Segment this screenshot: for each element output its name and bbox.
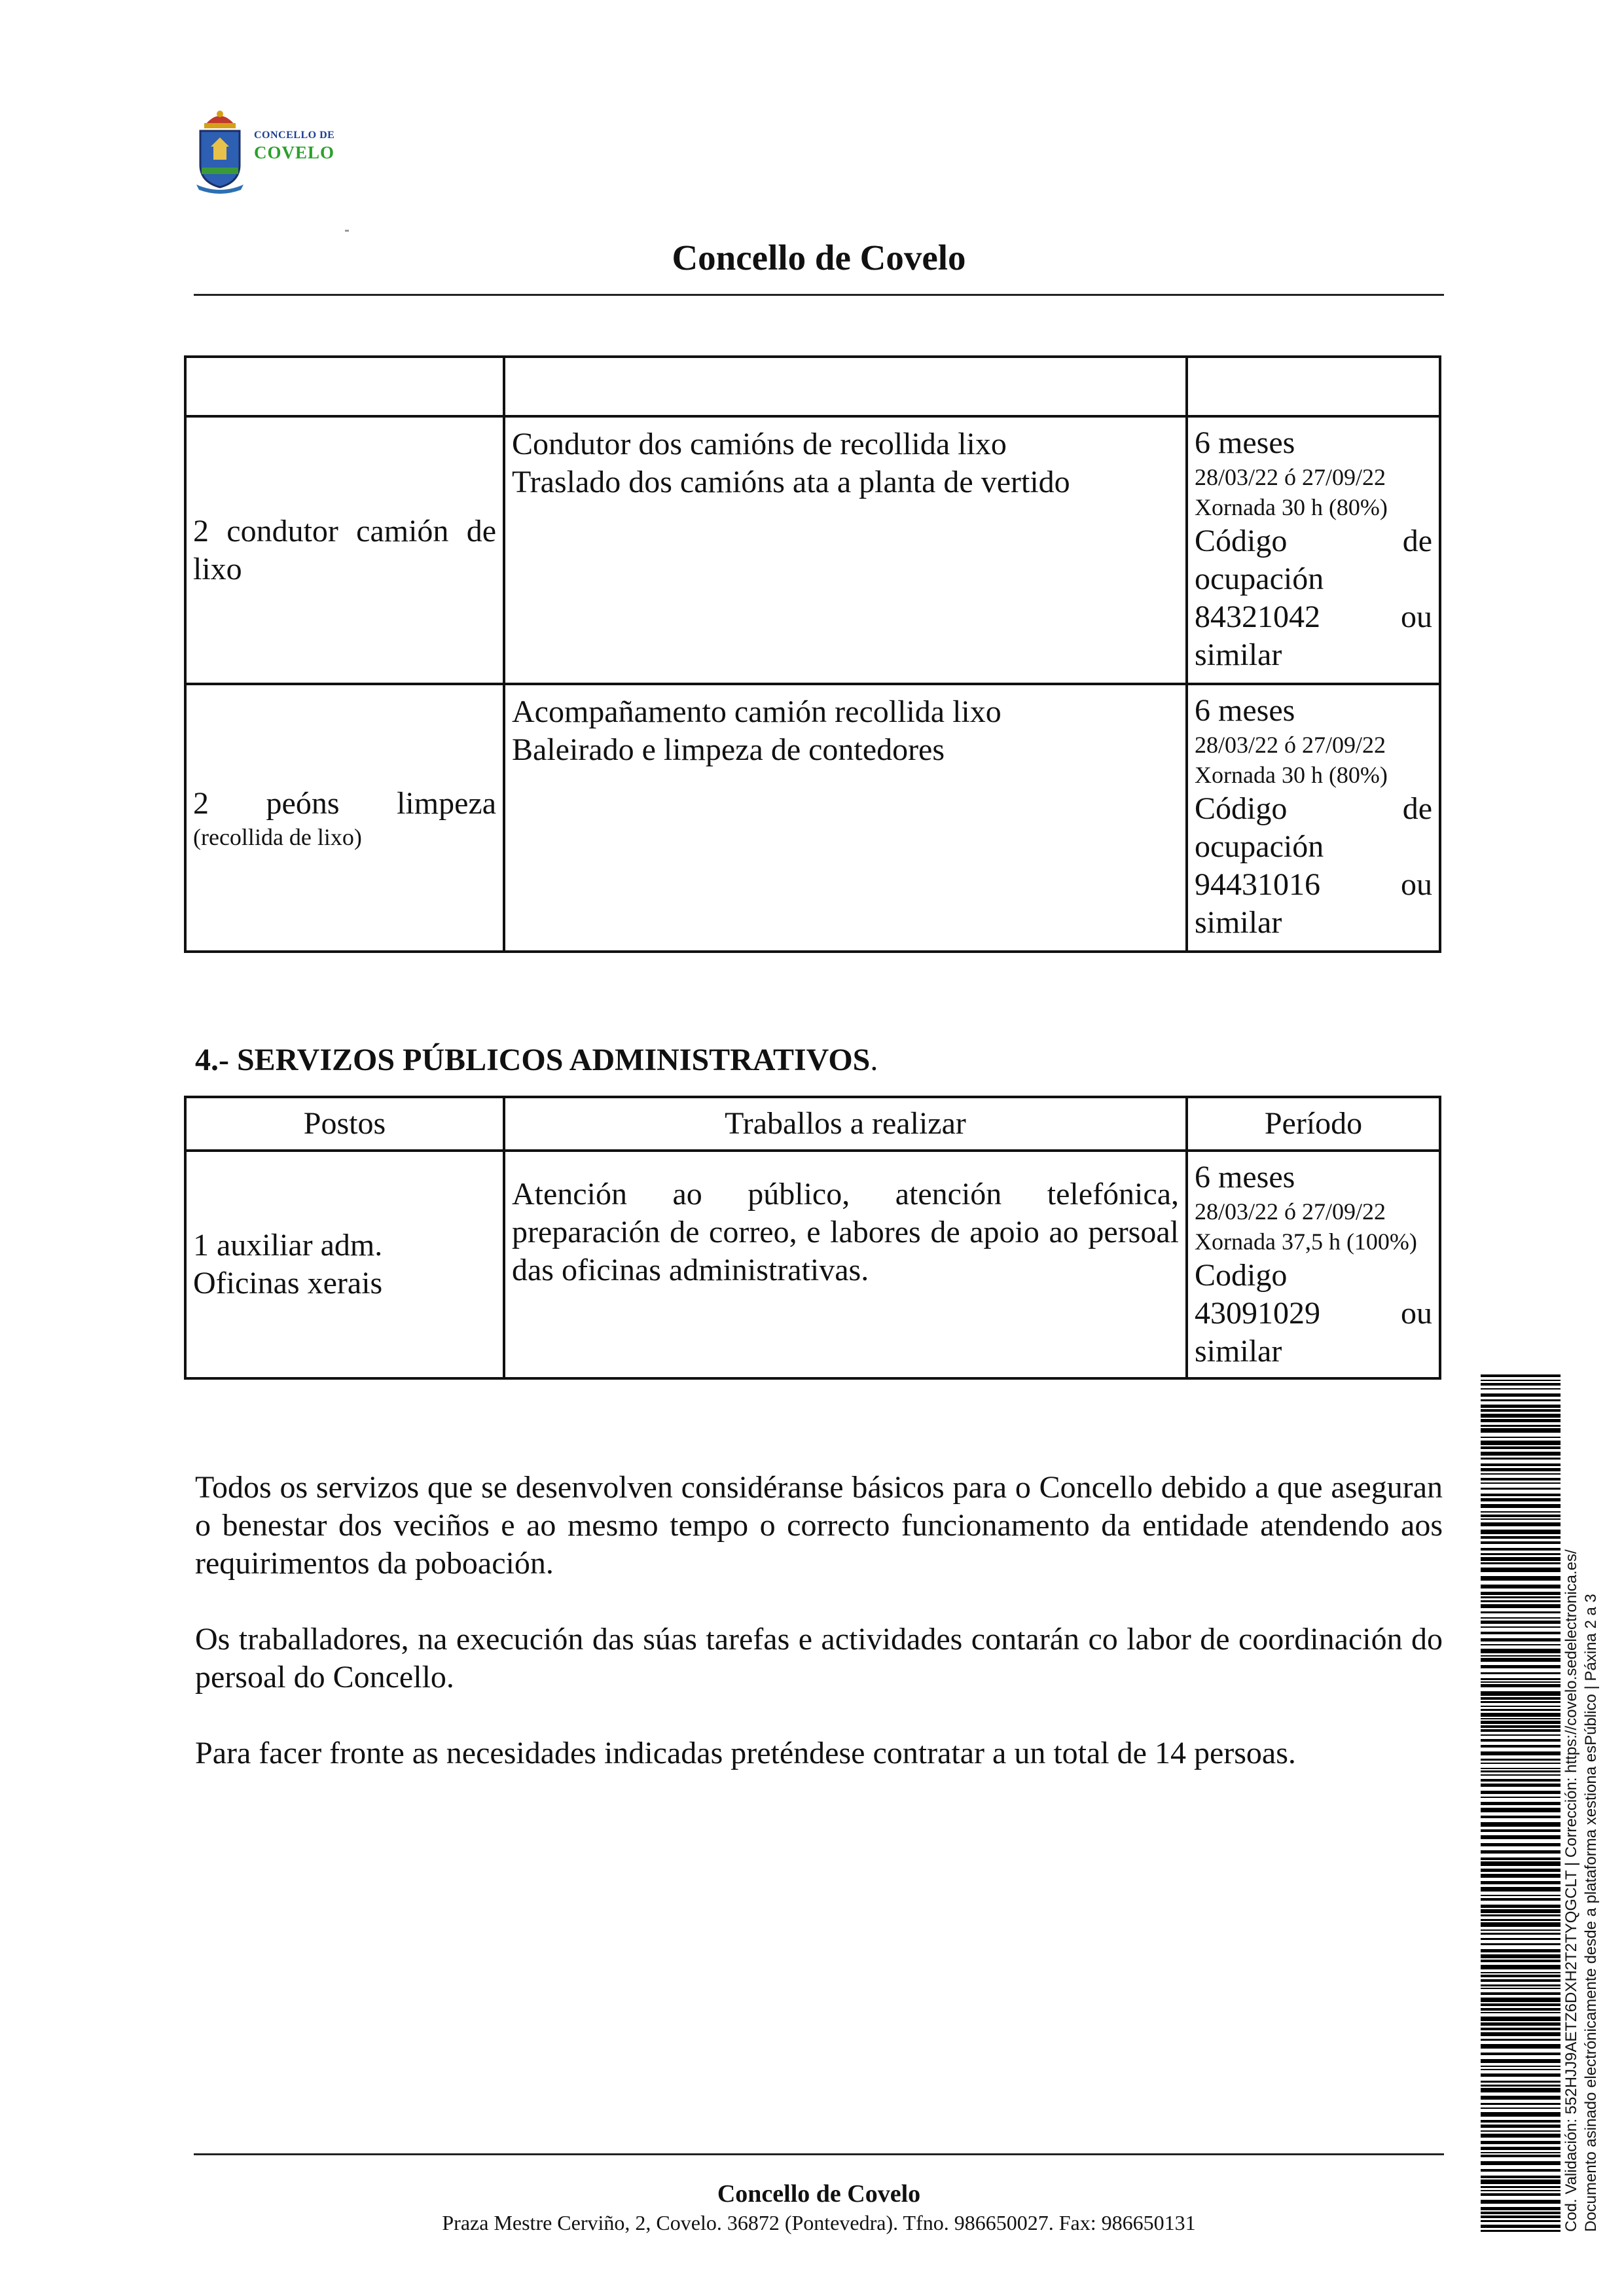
barcode-bar <box>1481 1797 1561 1798</box>
barcode-bar <box>1481 1697 1561 1700</box>
barcode-bar <box>1481 1649 1561 1653</box>
barcode-bar <box>1481 2069 1561 2070</box>
barcode-bar <box>1481 1446 1561 1449</box>
body-paragraph: Todos os servizos que se desenvolven considéranse básicos para o Concello debido a que aseguran o benestar dos veciños e ao mesmo tempo o correcto funcionamento da entidade atendendo aos requirimentos da poboación. <box>195 1470 1443 1581</box>
barcode-bar <box>1481 1791 1561 1794</box>
barcode-bar <box>1481 1473 1561 1475</box>
barcode-bar <box>1481 1441 1561 1445</box>
barcode-bar <box>1481 1835 1561 1839</box>
barcode-bar <box>1481 1548 1561 1551</box>
municipal-logo <box>194 105 351 196</box>
barcode-bar <box>1481 1774 1561 1776</box>
barcode-bar <box>1481 1919 1561 1921</box>
table-cell <box>185 357 504 416</box>
barcode-bar <box>1481 1585 1561 1588</box>
task-line: Acompañamento camión recollida lixo <box>512 694 1001 729</box>
coat-of-arms-icon <box>194 105 246 194</box>
barcode-bar <box>1481 1463 1561 1466</box>
table-row <box>185 416 1440 684</box>
barcode-bar <box>1481 1965 1561 1969</box>
barcode-bar <box>1481 2044 1561 2049</box>
barcode-bar <box>1481 2012 1561 2013</box>
barcode-bar <box>1481 1843 1561 1846</box>
tasks-cell <box>504 1151 1187 1378</box>
barcode-bar <box>1481 1596 1561 1598</box>
barcode-bar <box>1481 1409 1561 1412</box>
barcode-bar <box>1481 1576 1561 1581</box>
validation-barcode <box>1481 1374 1561 2232</box>
barcode-bar <box>1481 2207 1561 2210</box>
barcode-bar <box>1481 1745 1561 1748</box>
barcode-bar <box>1481 1701 1561 1703</box>
barcode-bar <box>1481 1721 1561 1724</box>
barcode-bar <box>1481 2176 1561 2178</box>
column-header-postos: Postos <box>185 1097 504 1151</box>
barcode-bar <box>1481 1905 1561 1908</box>
barcode-bar <box>1481 2017 1561 2021</box>
occupation-code-number: 43091029 ou <box>1195 1296 1432 1331</box>
occupation-code-suffix: similar <box>1195 637 1282 672</box>
occupation-code-suffix: similar <box>1195 1334 1282 1369</box>
body-paragraph: Para facer fronte as necesidades indicadas preténdese contratar a un total de 14 persoas. <box>195 1736 1296 1770</box>
barcode-bar <box>1481 1960 1561 1962</box>
barcode-bar <box>1481 1681 1561 1683</box>
barcode-bar <box>1481 1975 1561 1977</box>
barcode-bar <box>1481 2081 1561 2083</box>
position-text: 2 condutor camión de lixo <box>193 513 496 586</box>
occupation-code-number: 84321042 ou <box>1195 600 1432 634</box>
table-row <box>185 684 1440 952</box>
barcode-bar <box>1481 1452 1561 1456</box>
barcode-bar <box>1481 2008 1561 2011</box>
barcode-bar <box>1481 1611 1561 1613</box>
occupation-code-label: Código de ocupación <box>1195 524 1432 596</box>
barcode-bar <box>1481 1972 1561 1973</box>
barcode-bar <box>1481 1808 1561 1812</box>
period-cell <box>1187 684 1440 952</box>
task-line: Condutor dos camións de recollida lixo <box>512 427 1007 461</box>
barcode-bar <box>1481 2112 1561 2117</box>
position-cell <box>185 684 504 952</box>
barcode-bar <box>1481 1488 1561 1490</box>
barcode-bar <box>1481 1979 1561 1982</box>
barcode-bar <box>1481 1998 1561 2002</box>
occupation-code-suffix: similar <box>1195 905 1282 940</box>
barcode-bar <box>1481 1428 1561 1433</box>
barcode-bar <box>1481 1515 1561 1517</box>
barcode-bar <box>1481 1498 1561 1501</box>
barcode-bar <box>1481 1632 1561 1634</box>
barcode-bar <box>1481 2028 1561 2030</box>
barcode-bar <box>1481 1617 1561 1619</box>
barcode-bar <box>1481 1644 1561 1645</box>
barcode-bar <box>1481 1678 1561 1680</box>
barcode-bar <box>1481 1626 1561 1628</box>
barcode-bar <box>1481 1933 1561 1935</box>
barcode-bar <box>1481 1684 1561 1687</box>
table-cell <box>504 357 1187 416</box>
admin-services-table <box>184 1096 1441 1380</box>
barcode-bar <box>1481 1530 1561 1534</box>
barcode-bar <box>1481 1458 1561 1460</box>
header-divider <box>194 294 1444 296</box>
barcode-bar <box>1481 1383 1561 1386</box>
barcode-bar <box>1481 2120 1561 2123</box>
barcode-bar <box>1481 1784 1561 1787</box>
barcode-bar <box>1481 2193 1561 2196</box>
barcode-bar <box>1481 1751 1561 1755</box>
barcode-bar <box>1481 1739 1561 1742</box>
section-heading <box>195 1042 878 1078</box>
barcode-bar <box>1481 1604 1561 1608</box>
column-header-traballos: Traballos a realizar <box>504 1097 1187 1151</box>
barcode-bar <box>1481 1388 1561 1390</box>
scan-artifact <box>345 230 349 232</box>
barcode-bar <box>1481 1658 1561 1662</box>
barcode-bar <box>1481 2059 1561 2063</box>
hours-text: Xornada 30 h (80%) <box>1195 494 1388 520</box>
duration-text: 6 meses <box>1195 425 1295 460</box>
barcode-bar <box>1481 1706 1561 1707</box>
barcode-bar <box>1481 1405 1561 1408</box>
position-line: 1 auxiliar adm. <box>193 1228 383 1263</box>
barcode-bar <box>1481 2169 1561 2172</box>
barcode-bar <box>1481 1553 1561 1555</box>
barcode-bar <box>1481 2225 1561 2228</box>
body-paragraph: Os traballadores, na execución das súas tarefas e actividades contarán co labor de coordinación do persoal do Concello. <box>195 1622 1443 1695</box>
barcode-bar <box>1481 2066 1561 2067</box>
task-line: Traslado dos camións ata a planta de vertido <box>512 465 1070 499</box>
barcode-bar <box>1481 2186 1561 2188</box>
barcode-bar <box>1481 1992 1561 1995</box>
barcode-bar <box>1481 1541 1561 1544</box>
barcode-bar <box>1481 1725 1561 1728</box>
barcode-bar <box>1481 2220 1561 2222</box>
barcode-bar <box>1481 1709 1561 1711</box>
barcode-bar <box>1481 1568 1561 1572</box>
period-cell <box>1187 416 1440 684</box>
barcode-bar <box>1481 1954 1561 1958</box>
barcode-bar <box>1481 2200 1561 2204</box>
barcode-bar <box>1481 1802 1561 1805</box>
barcode-bar <box>1481 2039 1561 2041</box>
barcode-bar <box>1481 1419 1561 1422</box>
validation-text <box>1562 1374 1608 2232</box>
barcode-bar <box>1481 2230 1561 2232</box>
barcode-bar <box>1481 1887 1561 1892</box>
dates-text: 28/03/22 ó 27/09/22 <box>1195 732 1386 758</box>
position-line: Oficinas xerais <box>193 1266 383 1300</box>
barcode-bar <box>1481 1691 1561 1696</box>
barcode-bar <box>1481 1938 1561 1940</box>
barcode-bar <box>1481 2190 1561 2191</box>
barcode-bar <box>1481 1414 1561 1418</box>
barcode-bar <box>1481 2161 1561 2165</box>
section-heading-period: . <box>870 1043 878 1077</box>
barcode-bar <box>1481 1425 1561 1427</box>
barcode-bar <box>1481 2088 1561 2092</box>
barcode-bar <box>1481 1672 1561 1674</box>
barcode-bar <box>1481 1380 1561 1381</box>
duration-text: 6 meses <box>1195 1160 1295 1194</box>
barcode-bar <box>1481 2096 1561 2100</box>
validation-line: Cod. Validación: 552HJJ9AETZ6DXH2T2TYQGCLT | Corrección: https://covelo.sedelectronica.es/ <box>1562 1549 1580 2232</box>
footer-title: Concello de Covelo <box>717 2180 921 2208</box>
barcode-bar <box>1481 1943 1561 1945</box>
barcode-bar <box>1481 1718 1561 1719</box>
occupation-code-label: Codigo <box>1195 1258 1288 1293</box>
barcode-bar <box>1481 1763 1561 1764</box>
barcode-bar <box>1481 2032 1561 2036</box>
column-header-periodo: Período <box>1187 1097 1440 1151</box>
barcode-bar <box>1481 2108 1561 2109</box>
barcode-bar <box>1481 1536 1561 1539</box>
tasks-cell <box>504 684 1187 952</box>
barcode-bar <box>1481 1869 1561 1872</box>
barcode-bar <box>1481 1504 1561 1508</box>
barcode-bar <box>1481 2085 1561 2087</box>
barcode-bar <box>1481 1857 1561 1860</box>
barcode-bar <box>1481 2134 1561 2138</box>
barcode-bar <box>1481 1437 1561 1438</box>
barcode-bar <box>1481 1374 1561 1377</box>
period-cell <box>1187 1151 1440 1378</box>
barcode-bar <box>1481 1482 1561 1484</box>
barcode-bar <box>1481 1829 1561 1832</box>
barcode-bar <box>1481 2053 1561 2055</box>
barcode-bar <box>1481 2141 1561 2144</box>
barcode-bar <box>1481 1770 1561 1772</box>
barcode-bar <box>1481 1713 1561 1717</box>
barcode-bar <box>1481 2073 1561 2077</box>
tasks-text: Atención ao público, atención telefónica, preparación de correo, e labores de apoio ao persoal das oficinas administrativas. <box>512 1177 1179 1287</box>
dates-text: 28/03/22 ó 27/09/22 <box>1195 1198 1386 1225</box>
table-header-row <box>185 1097 1440 1151</box>
table-header-row-empty <box>185 357 1440 416</box>
barcode-bar <box>1481 1665 1561 1668</box>
barcode-bar <box>1481 1600 1561 1602</box>
position-text: 2 peóns limpeza <box>193 785 496 821</box>
barcode-bar <box>1481 1984 1561 1986</box>
validation-line: Documento asinado electrónicamente desde a plataforma xestiona esPúblico | Páxina 2 a 3 <box>1582 1594 1600 2232</box>
jobs-table-continued <box>184 355 1441 953</box>
barcode-bar <box>1481 1655 1561 1657</box>
barcode-bar <box>1481 1592 1561 1595</box>
barcode-bar <box>1481 1511 1561 1513</box>
footer-address: Praza Mestre Cerviño, 2, Covelo. 36872 (Pontevedra). Tfno. 986650027. Fax: 986650131 <box>442 2211 1196 2234</box>
barcode-bar <box>1481 1949 1561 1952</box>
occupation-code-label: Código de ocupación <box>1195 791 1432 864</box>
task-line: Baleirado e limpeza de contedores <box>512 732 945 767</box>
position-cell <box>185 1151 504 1378</box>
barcode-bar <box>1481 2215 1561 2218</box>
barcode-bar <box>1481 1779 1561 1782</box>
barcode-bar <box>1481 1816 1561 1818</box>
barcode-bar <box>1481 1929 1561 1931</box>
duration-text: 6 meses <box>1195 693 1295 728</box>
barcode-bar <box>1481 1861 1561 1866</box>
barcode-bar <box>1481 1494 1561 1496</box>
barcode-bar <box>1481 1518 1561 1520</box>
barcode-bar <box>1481 1909 1561 1913</box>
logo-text-name: COVELO <box>254 143 335 162</box>
barcode-bar <box>1481 1522 1561 1526</box>
dates-text: 28/03/22 ó 27/09/22 <box>1195 464 1386 490</box>
position-subtext: (recollida de lixo) <box>193 823 362 850</box>
barcode-bar <box>1481 2179 1561 2184</box>
barcode-bar <box>1481 1478 1561 1480</box>
table-row <box>185 1151 1440 1378</box>
barcode-bar <box>1481 1874 1561 1878</box>
table-cell <box>1187 357 1440 416</box>
hours-text: Xornada 37,5 h (100%) <box>1195 1229 1417 1255</box>
barcode-bar <box>1481 2130 1561 2132</box>
barcode-bar <box>1481 1621 1561 1624</box>
barcode-bar <box>1481 1922 1561 1927</box>
barcode-bar <box>1481 1729 1561 1732</box>
barcode-bar <box>1481 2125 1561 2128</box>
barcode-bar <box>1481 1895 1561 1896</box>
barcode-bar <box>1481 2022 1561 2026</box>
barcode-bar <box>1481 1822 1561 1827</box>
barcode-bar <box>1481 1399 1561 1401</box>
barcode-bar <box>1481 1393 1561 1397</box>
barcode-bar <box>1481 1850 1561 1854</box>
position-cell <box>185 416 504 684</box>
logo-text-top: CONCELLO DE <box>254 130 335 141</box>
barcode-bar <box>1481 2103 1561 2105</box>
barcode-bar <box>1481 1557 1561 1561</box>
barcode-bar <box>1481 1638 1561 1641</box>
barcode-bar <box>1481 1914 1561 1916</box>
barcode-bar <box>1481 1988 1561 1989</box>
occupation-code-number: 94431016 ou <box>1195 867 1432 902</box>
footer-divider <box>194 2153 1444 2155</box>
tasks-cell <box>504 416 1187 684</box>
barcode-bar <box>1481 1468 1561 1471</box>
page-title: Concello de Covelo <box>672 238 966 278</box>
section-heading-bold: 4.- SERVIZOS PÚBLICOS ADMINISTRATIVOS <box>195 1043 871 1077</box>
barcode-bar <box>1481 2003 1561 2006</box>
barcode-bar <box>1481 2212 1561 2214</box>
barcode-bar <box>1481 1734 1561 1736</box>
barcode-bar <box>1481 2147 1561 2150</box>
barcode-bar <box>1481 1881 1561 1884</box>
barcode-bar <box>1481 2152 1561 2153</box>
barcode-bar <box>1481 2155 1561 2157</box>
barcode-bar <box>1481 1898 1561 1901</box>
barcode-bar <box>1481 1562 1561 1564</box>
barcode-bar <box>1481 1768 1561 1769</box>
hours-text: Xornada 30 h (80%) <box>1195 762 1388 788</box>
barcode-bar <box>1481 1759 1561 1761</box>
